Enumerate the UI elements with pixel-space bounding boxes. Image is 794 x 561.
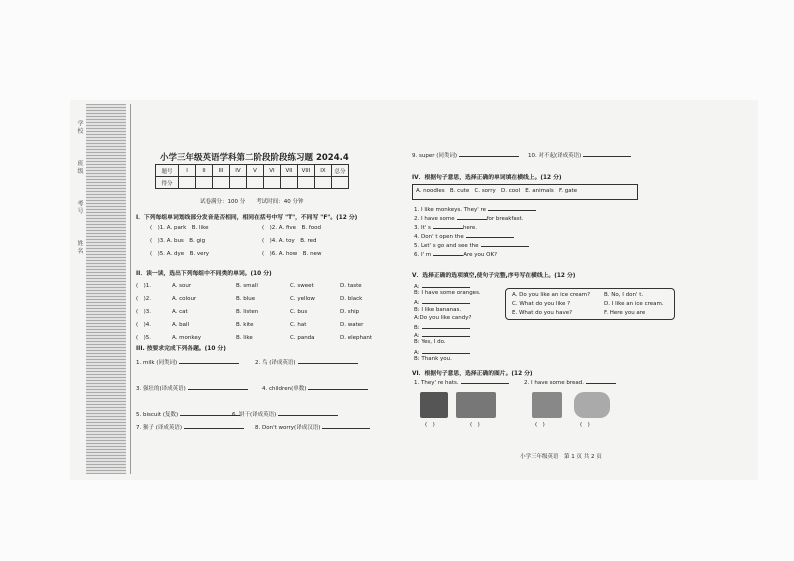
score-cell: I <box>179 165 196 177</box>
score-cell-empty[interactable] <box>230 177 247 189</box>
score-cell-empty[interactable] <box>332 177 349 189</box>
binding-line <box>130 104 131 474</box>
sec2-number[interactable]: ( )4. <box>136 322 152 328</box>
binding-strip <box>86 104 126 474</box>
sec2-number[interactable]: ( )5. <box>136 335 152 341</box>
score-cell-empty[interactable] <box>264 177 281 189</box>
option: F. Here you are <box>604 310 646 316</box>
answer-paren[interactable]: ( ) <box>470 422 480 428</box>
answer-blank[interactable] <box>422 282 470 288</box>
picture-cake <box>574 392 610 418</box>
sec2-number[interactable]: ( )3. <box>136 309 152 315</box>
sec3-item: 6. 饼干(译成英语) <box>232 410 338 419</box>
score-cell: VII <box>281 165 298 177</box>
sec2-option: D. taste <box>340 283 362 289</box>
sec3-item: 7. 猴子 (译成英语) <box>136 423 244 432</box>
score-cell: VI <box>264 165 281 177</box>
sec1-item[interactable]: ( )4. A. toy B. red <box>262 238 317 244</box>
answer-blank[interactable] <box>422 348 470 354</box>
sec3-item: 2. 鸟 (译成英语) <box>255 358 358 367</box>
section-2-heading: II．读一读，选出下列每组中不同类的单词。(10 分) <box>136 271 272 277</box>
sec6-sentence: 2. I have some bread. <box>524 378 616 387</box>
dialogue-line: A: <box>414 331 470 340</box>
score-cell: 题号 <box>156 165 179 177</box>
score-cell: VIII <box>298 165 315 177</box>
score-cell-empty[interactable] <box>281 177 298 189</box>
sec2-option: C. yellow <box>290 296 315 302</box>
answer-blank[interactable] <box>422 298 470 304</box>
sec1-item[interactable]: ( )2. A. five B. food <box>262 225 321 231</box>
dialogue-line: A: <box>414 348 470 357</box>
sec4-sentence: 6. I' m Are you OK? <box>414 252 497 258</box>
picture-bread <box>532 392 562 418</box>
sec4-sentence: 2. I have some for breakfast. <box>414 216 524 222</box>
sec4-sentence: 3. It' s here. <box>414 225 478 231</box>
picture-food <box>456 392 496 418</box>
score-cell-empty[interactable] <box>179 177 196 189</box>
binding-label: 姓 名 <box>76 240 83 254</box>
score-cell-empty[interactable] <box>213 177 230 189</box>
sec2-option: B. small <box>236 283 258 289</box>
score-cell: 得分 <box>156 177 179 189</box>
dialogue-line: B: Thank you. <box>414 355 452 362</box>
sec2-option: B. blue <box>236 296 256 302</box>
answer-paren[interactable]: ( ) <box>425 422 435 428</box>
sec2-option: C. sweet <box>290 283 314 289</box>
sec2-option: B. like <box>236 335 253 341</box>
dialogue-line: A: <box>414 282 470 291</box>
option: C. What do you like ? <box>512 301 571 307</box>
sec2-option: A. monkey <box>172 335 201 341</box>
answer-paren[interactable]: ( ) <box>535 422 545 428</box>
sec2-option: C. panda <box>290 335 315 341</box>
score-cell-empty[interactable] <box>315 177 332 189</box>
page-footer: 小学三年级英语 第 1 页 共 2 页 <box>520 454 602 460</box>
option: D. I like an ice cream. <box>604 301 664 307</box>
sec4-sentence: 5. Let' s go and see the <box>414 241 529 250</box>
sec3-item: 4. children(单数) <box>262 384 368 393</box>
score-cell-empty[interactable] <box>298 177 315 189</box>
exam-info: 试卷满分：100 分 考试时间：40 分钟 <box>200 199 304 205</box>
right-item-10: 10. 对不起(译成英语) <box>528 151 631 160</box>
answer-blank[interactable] <box>422 331 470 337</box>
sec6-sentence: 1. They' re hats. <box>414 378 509 387</box>
section-3-heading: III. 按要求完成下列各题。(10 分) <box>136 346 226 352</box>
score-cell-empty[interactable] <box>196 177 213 189</box>
binding-label: 考 号 <box>76 200 83 214</box>
dialogue-line: A:Do you like candy? <box>414 314 472 321</box>
sec2-option: A. colour <box>172 296 197 302</box>
section-5-heading: V．选择正确的选项填空,使句子完整,序号写在横线上。(12 分) <box>412 273 576 279</box>
sec2-option: B. listen <box>236 309 259 315</box>
score-cell: II <box>196 165 213 177</box>
sec2-option: D. black <box>340 296 363 302</box>
section-1-heading: I．下列每组单词划线部分发音是否相同，相同在括号中写 "T"，不同写 "F"。(12 分) <box>136 215 358 221</box>
binding-labels <box>75 120 85 280</box>
binding-label: 学 校 <box>76 120 83 134</box>
dialogue-line: B: Yes, I do. <box>414 339 446 346</box>
dialogue-line: B: I have some oranges. <box>414 290 481 297</box>
sec1-item[interactable]: ( )1. A. park B. like <box>150 225 209 231</box>
sec4-sentence: 4. Don' t open the <box>414 232 514 241</box>
binding-label: 班 级 <box>76 160 83 174</box>
dialogue-line: B: <box>414 323 470 332</box>
section-6-heading: VI．根据句子意思，选择正确的图片。(12 分) <box>412 371 533 377</box>
sec2-option: B. kite <box>236 322 254 328</box>
sec1-item[interactable]: ( )5. A. dye B. very <box>150 251 210 257</box>
sec2-option: D. water <box>340 322 364 328</box>
sec2-option: D. ship <box>340 309 360 315</box>
answer-paren[interactable]: ( ) <box>580 422 590 428</box>
sec3-item: 1. milk (同类词) <box>136 358 239 367</box>
right-item-9: 9. super (同类词) <box>412 151 519 160</box>
sec1-item[interactable]: ( )3. A. bus B. gig <box>150 238 206 244</box>
sec2-option: C. bus <box>290 309 308 315</box>
picture-hats <box>420 392 448 418</box>
sec2-number[interactable]: ( )1. <box>136 283 152 289</box>
option: B. No, I don' t. <box>604 292 644 298</box>
dialogue-line: A: <box>414 298 470 307</box>
sec3-item: 5. biscuit (复数) <box>136 410 240 419</box>
score-table <box>155 164 349 189</box>
section-4-heading: IV．根据句子意思，选择正确的单词填在横线上。(12 分) <box>412 175 562 181</box>
sec1-item[interactable]: ( )6. A. how B. new <box>262 251 322 257</box>
score-cell: IX <box>315 165 332 177</box>
sec2-option: A. cat <box>172 309 188 315</box>
sec2-option: A. sour <box>172 283 192 289</box>
score-cell: IV <box>230 165 247 177</box>
exam-title: 小学三年级英语学科第二阶段阶段练习题 2024.4 <box>160 153 349 163</box>
score-cell: III <box>213 165 230 177</box>
score-cell: 总分 <box>332 165 349 177</box>
word-bank: A. noodles B. cute C. sorry D. cool E. animals F. gate <box>416 188 578 194</box>
sec3-item: 8. Don't worry(译成汉语) <box>255 423 370 432</box>
score-cell: V <box>247 165 264 177</box>
sec2-option: C. hat <box>290 322 307 328</box>
dialogue-line: B: I like bananas. <box>414 306 462 313</box>
sec2-option: A. ball <box>172 322 190 328</box>
sec3-item: 3. 强壮的(译成英语) <box>136 384 248 393</box>
option: E. What do you have? <box>512 310 573 316</box>
score-cell-empty[interactable] <box>247 177 264 189</box>
sec2-option: D. elephant <box>340 335 373 341</box>
answer-blank[interactable] <box>422 323 470 329</box>
option: A. Do you like an ice cream? <box>512 292 591 298</box>
sec4-sentence: 1. I like monkeys. They' re <box>414 205 536 214</box>
sec2-number[interactable]: ( )2. <box>136 296 152 302</box>
